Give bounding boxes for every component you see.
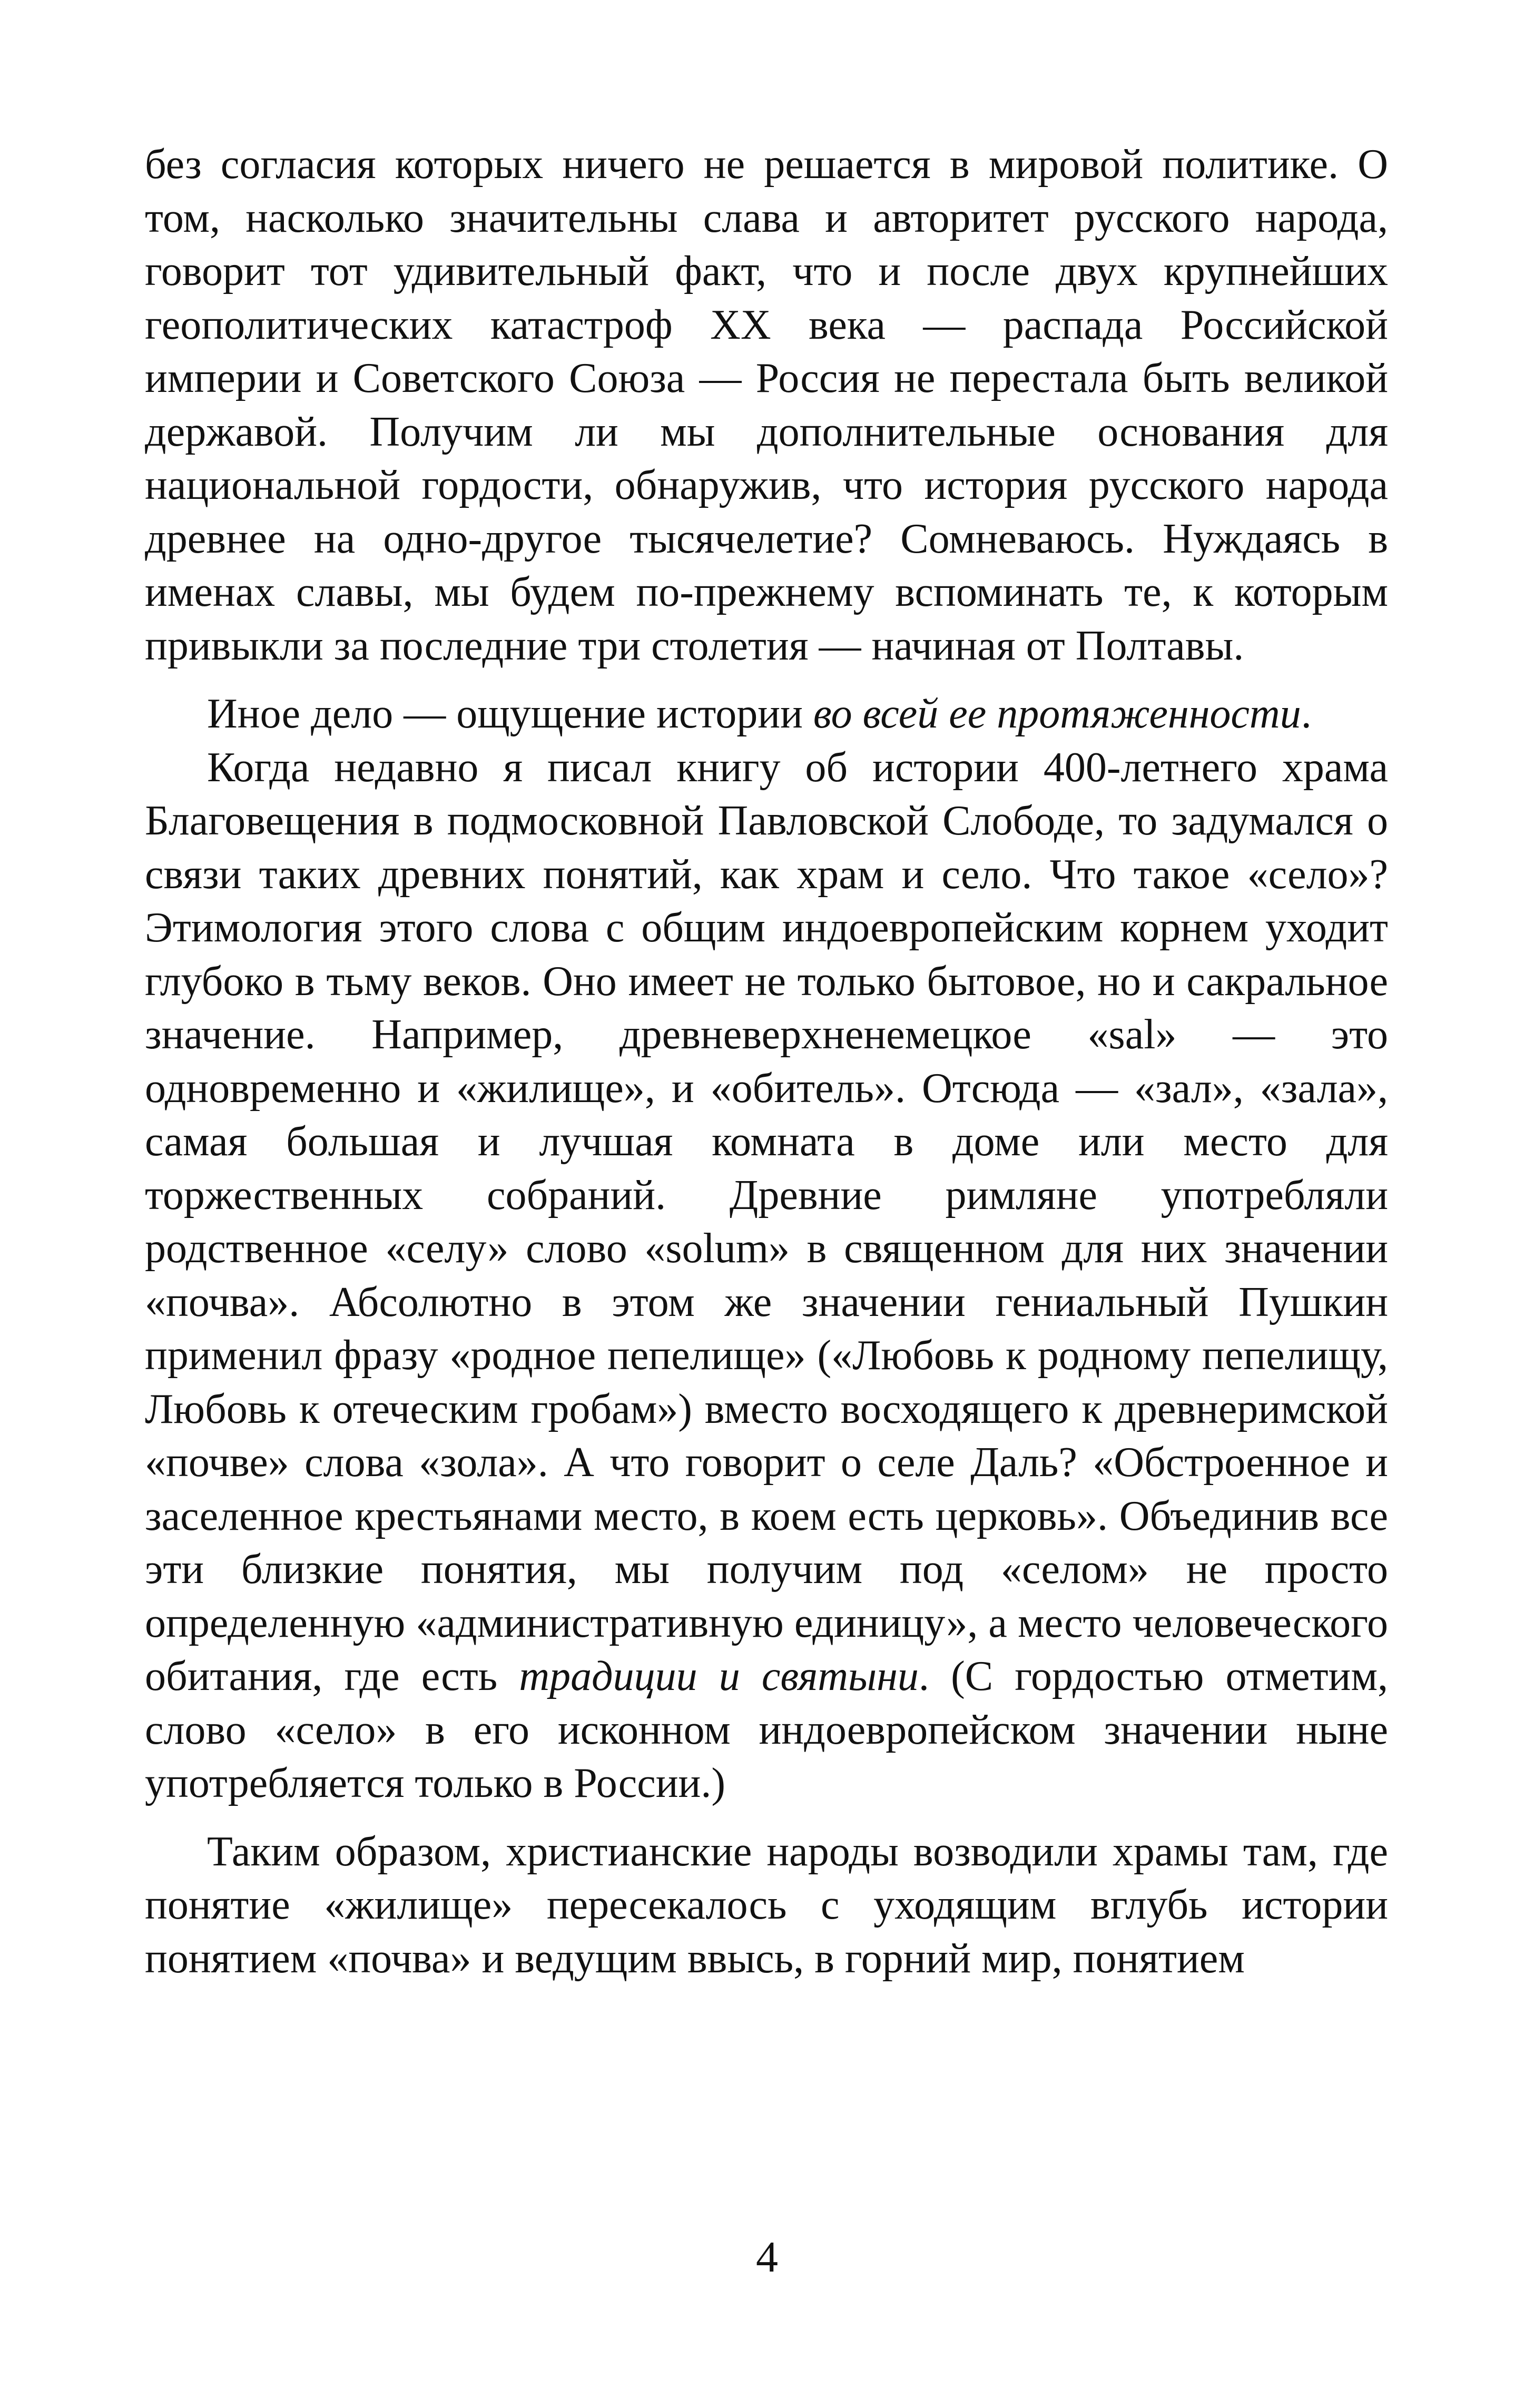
paragraph-continuation: без согласия которых ничего не решается в мировой политике. О том, насколько значительны слава и авторитет русского народа, говорит тот удивительный факт, что и после двух крупнейших геополитических катастроф XX века — распада Российской империи и Советского Союза — Россия не перестала быть великой державой. Получим ли мы дополнительные основания для национальной гордости, обнаружив, что история русского народа древнее на одно-другое тысячелетие? Сомневаюсь. Нуждаясь в именах славы, мы будем по-прежнему вспоминать те, к которым привыкли за последние три столетия — начиная от Полтавы. xyxy=(145,141,1388,669)
paragraph-text-run: Когда недавно я писал книгу об истории 400-летнего храма Благовещения в подмосковной Павловской Слободе, то задумался о связи таких древних понятий, как храм и село. Что такое «село»? Этимология этого слова с общим индоевропейским корнем уходит глубоко в тьму веков. Оно имеет не только бытовое, но и сакральное значение. Например, древневерхненемецкое «sal» — это одновременно и «жилище», и «обитель». Отсюда — «зал», «зала», самая большая и лучшая комната в доме или место для торжественных собраний. Древние римляне употребляли родственное «селу» слово «solum» в священном для них значении «почва». Абсолютно в этом же значении гениальный Пушкин применил фразу «родное пепелище» («Любовь к родному пепелищу, Любовь к отеческим гробам») вместо восходящего к древнеримской «почве» слова «зола». А что говорит о селе Даль? «Обстроенное и заселенное крестьянами место, в коем есть церковь». Объединив все эти близкие понятия, мы получим под «селом» не просто определенную «административную единицу», а место человеческого обитания, где есть xyxy=(145,744,1388,1699)
paragraph-other-matter xyxy=(145,687,1388,741)
italic-phrase: во всей ее протяженности xyxy=(813,691,1301,737)
paragraph-temples-conclusion: Таким образом, христианские народы возводили храмы там, где понятие «жилище» пересекалось с уходящим вглубь истории понятием «почва» и ведущим ввысь, в горний мир, понятием xyxy=(145,1828,1388,1982)
paragraph-text-run: . (С гордостью отметим, слово «село» в его исконном индоевропейском значении ныне употребляется только в России.) xyxy=(145,1653,1388,1806)
page-body-text xyxy=(145,138,1388,1986)
paragraph-village-etymology xyxy=(145,741,1388,1811)
paragraph-text-run: Иное дело — ощущение истории xyxy=(207,691,813,737)
paragraph-text-run: . xyxy=(1301,691,1312,737)
italic-phrase: традиции и святыни xyxy=(519,1653,919,1699)
page-number: 4 xyxy=(756,2233,778,2282)
